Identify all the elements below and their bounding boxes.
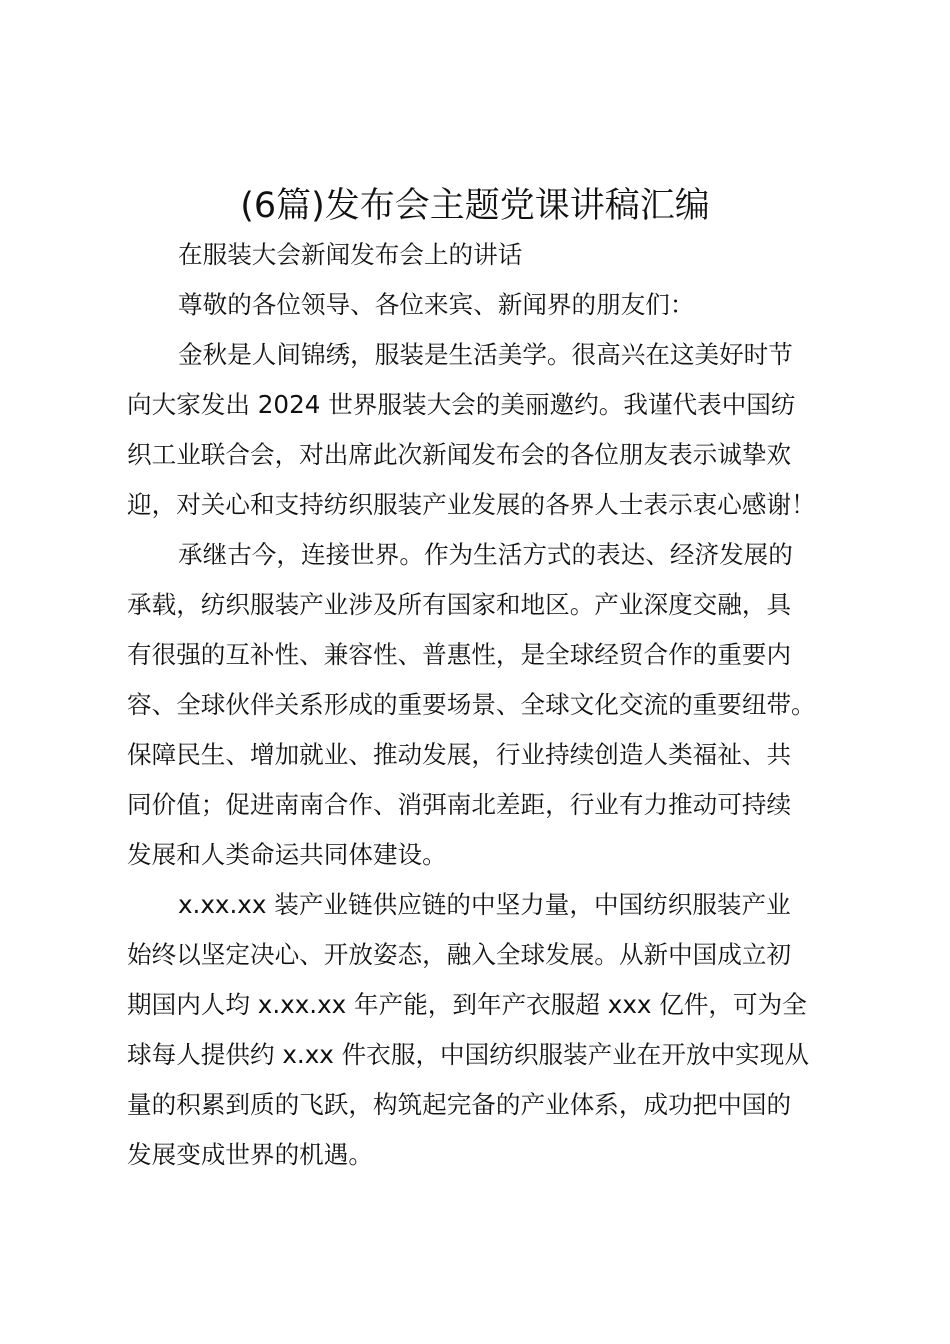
speech-heading: 在服装大会新闻发布会上的讲话 bbox=[178, 240, 523, 269]
text-line: 始终以坚定决心、开放姿态，融入全球发展。从新中国成立初 bbox=[127, 940, 792, 969]
text-line: 期国内人均 x.xx.xx 年产能，到年产衣服超 xxx 亿件，可为全 bbox=[127, 990, 807, 1019]
text-line: x.xx.xx 装产业链供应链的中坚力量，中国纺织服装产业 bbox=[178, 890, 791, 919]
text-line: 有很强的互补性、兼容性、普惠性，是全球经贸合作的重要内 bbox=[127, 640, 792, 669]
text-line: 保障民生、增加就业、推动发展，行业持续创造人类福祉、共 bbox=[127, 740, 792, 769]
text-line: 向大家发出 2024 世界服装大会的美丽邀约。我谨代表中国纺 bbox=[127, 390, 796, 419]
text-line: 球每人提供约 x.xx 件衣服，中国纺织服装产业在开放中实现从 bbox=[127, 1040, 809, 1069]
text-line: 发展和人类命运共同体建设。 bbox=[127, 840, 447, 869]
text-line: 织工业联合会，对出席此次新闻发布会的各位朋友表示诚挚欢 bbox=[127, 440, 792, 469]
text-line: 承继古今，连接世界。作为生活方式的表达、经济发展的 bbox=[178, 540, 793, 569]
text-line: 同价值；促进南南合作、消弭南北差距，行业有力推动可持续 bbox=[127, 790, 792, 819]
text-line: 承载，纺织服装产业涉及所有国家和地区。产业深度交融，具 bbox=[127, 590, 792, 619]
salutation: 尊敬的各位领导、各位来宾、新闻界的朋友们： bbox=[178, 290, 695, 319]
text-line: 容、全球伙伴关系形成的重要场景、全球文化交流的重要纽带。 bbox=[127, 690, 816, 719]
text-line: 发展变成世界的机遇。 bbox=[127, 1140, 373, 1169]
document-title: (6篇)发布会主题党课讲稿汇编 bbox=[240, 186, 710, 226]
text-line: 量的积累到质的飞跃，构筑起完备的产业体系，成功把中国的 bbox=[127, 1090, 792, 1119]
text-line: 金秋是人间锦绣，服装是生活美学。很高兴在这美好时节 bbox=[178, 340, 793, 369]
text-line: 迎，对关心和支持纺织服装产业发展的各界人士表示衷心感谢！ bbox=[127, 490, 816, 519]
